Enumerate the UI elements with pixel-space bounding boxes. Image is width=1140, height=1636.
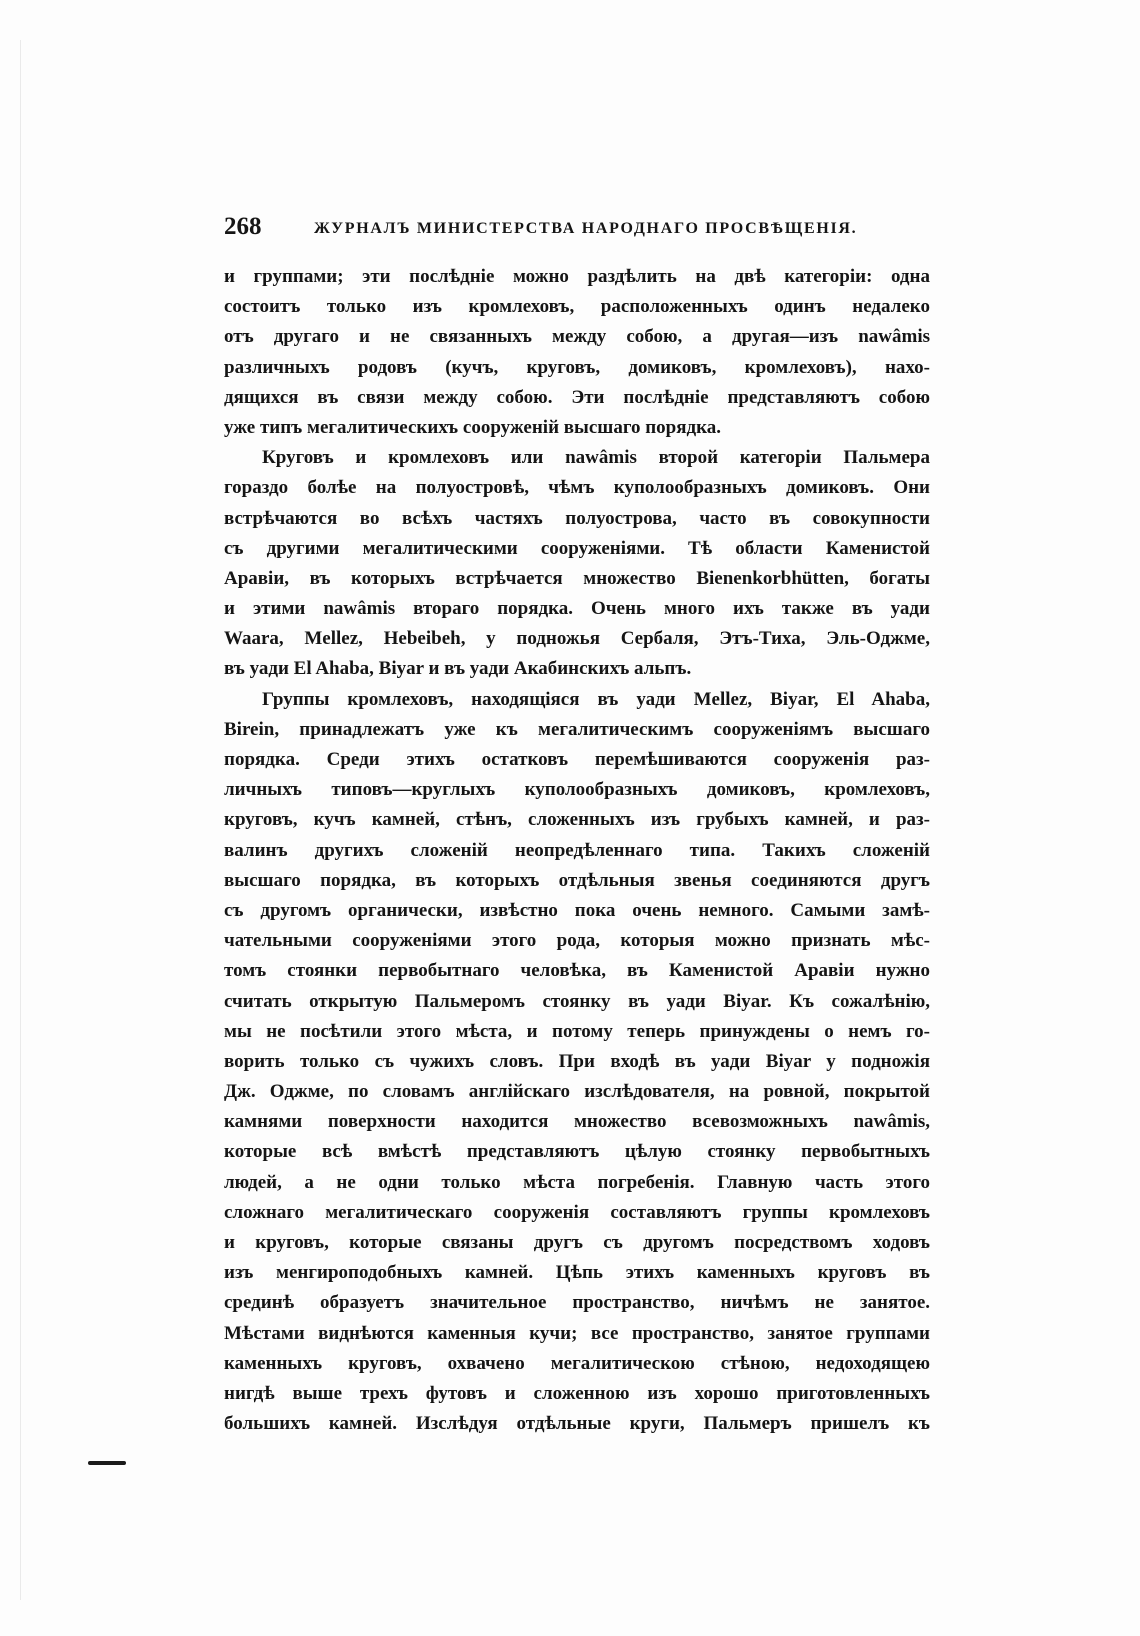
text-line: дящихся въ связи между собою. Эти послѣдніе представляютъ собою [224, 386, 930, 408]
scan-edge-line [20, 40, 21, 1600]
text-line: высшаго порядка, въ которыхъ отдѣльныя звенья соединяются другъ [224, 869, 930, 891]
text-line: круговъ, кучъ камней, стѣнъ, сложенныхъ изъ грубыхъ камней, и раз- [224, 809, 930, 831]
text-line: ворить только съ чужихъ словъ. При входѣ въ уади Biyar у подножія [224, 1050, 930, 1072]
text-line: съ другими мегалитическими сооруженіями. Тѣ области Каменистой [224, 537, 930, 559]
margin-mark [88, 1461, 126, 1465]
running-title: ЖУРНАЛЪ МИНИСТЕРСТВА НАРОДНАГО ПРОСВѢЩЕНІЯ. [314, 220, 858, 237]
text-line: срединѣ образуетъ значительное пространство, ничѣмъ не занятое. [224, 1292, 930, 1314]
text-line: въ уади El Ahaba, Biyar и въ уади Акабинскихъ альпъ. [224, 658, 692, 680]
text-line: считать открытую Пальмеромъ стоянку въ уади Biyar. Къ сожалѣнію, [224, 990, 930, 1012]
page-header [224, 210, 930, 244]
text-line: Waara, Mellez, Hebeibeh, у подножья Сербаля, Этъ-Тиха, Эль-Оджме, [224, 628, 930, 650]
text-line: валинъ другихъ сложеній неопредѣленнаго типа. Такихъ сложеній [224, 839, 930, 861]
text-line: Круговъ и кромлеховъ или nawâmis второй категоріи Пальмера [262, 447, 930, 469]
text-line: чательными сооруженіями этого рода, которыя можно признать мѣс- [224, 930, 930, 952]
text-line: мы не посѣтили этого мѣста, и потому теперь принуждены о немъ го- [224, 1020, 930, 1042]
text-line: состоитъ только изъ кромлеховъ, расположенныхъ одинъ недалеко [224, 296, 930, 318]
text-line: порядка. Среди этихъ остатковъ перемѣшиваются сооруженія раз- [224, 749, 930, 770]
text-line: камнями поверхности находится множество всевозможныхъ nawâmis, [224, 1111, 930, 1133]
text-line: людей, а не одни только мѣста погребенія. Главную часть этого [224, 1171, 930, 1193]
text-line: Аравіи, въ которыхъ встрѣчается множество Bienenkorbhütten, богаты [224, 567, 930, 589]
text-line: которые всѣ вмѣстѣ представляютъ цѣлую стоянку первобытныхъ [224, 1141, 930, 1163]
text-line: отъ другаго и не связанныхъ между собою, а другая—изъ nawâmis [224, 326, 930, 348]
text-line: встрѣчаются во всѣхъ частяхъ полуострова, часто въ совокупности [224, 507, 930, 529]
text-line: съ другомъ органически, извѣстно пока очень немного. Самыми замѣ- [224, 899, 930, 921]
text-line: томъ стоянки первобытнаго человѣка, въ Каменистой Аравіи нужно [224, 960, 930, 982]
text-line: нигдѣ выше трехъ футовъ и сложенною изъ хорошо приготовленныхъ [224, 1382, 930, 1404]
page-number: 268 [224, 213, 262, 240]
text-line: каменныхъ круговъ, охвачено мегалитическою стѣною, недоходящею [224, 1352, 930, 1374]
text-line: и этими nawâmis втораго порядка. Очень много ихъ также въ уади [224, 598, 930, 620]
text-line: изъ менгироподобныхъ камней. Цѣпь этихъ каменныхъ круговъ въ [224, 1262, 930, 1284]
text-line: и группами; эти послѣдніе можно раздѣлить на двѣ категоріи: одна [224, 266, 930, 287]
text-line: Birein, принадлежатъ уже къ мегалитическимъ сооруженіямъ высшаго [224, 718, 930, 740]
text-line: уже типъ мегалитическихъ сооруженій высшаго порядка. [224, 416, 722, 438]
text-line: Мѣстами виднѣются каменныя кучи; все пространство, занятое группами [224, 1322, 930, 1344]
text-line: большихъ камней. Изслѣдуя отдѣльные круги, Пальмеръ пришелъ къ [224, 1413, 930, 1435]
text-line: сложнаго мегалитическаго сооруженія составляютъ группы кромлеховъ [224, 1201, 930, 1223]
text-line: гораздо болѣе на полуостровѣ, чѣмъ куполообразныхъ домиковъ. Они [224, 477, 930, 499]
text-line: Группы кромлеховъ, находящіяся въ уади Mellez, Biyar, El Ahaba, [262, 688, 930, 710]
text-line: и круговъ, которые связаны другъ съ другомъ посредствомъ ходовъ [224, 1232, 930, 1253]
body-text [224, 262, 930, 1439]
text-line: Дж. Оджме, по словамъ англійскаго изслѣдователя, на ровной, покрытой [224, 1081, 930, 1103]
text-line: различныхъ родовъ (кучъ, круговъ, домиковъ, кромлеховъ), нахо- [224, 356, 930, 378]
text-line: личныхъ типовъ—круглыхъ куполообразныхъ домиковъ, кромлеховъ, [224, 779, 930, 801]
